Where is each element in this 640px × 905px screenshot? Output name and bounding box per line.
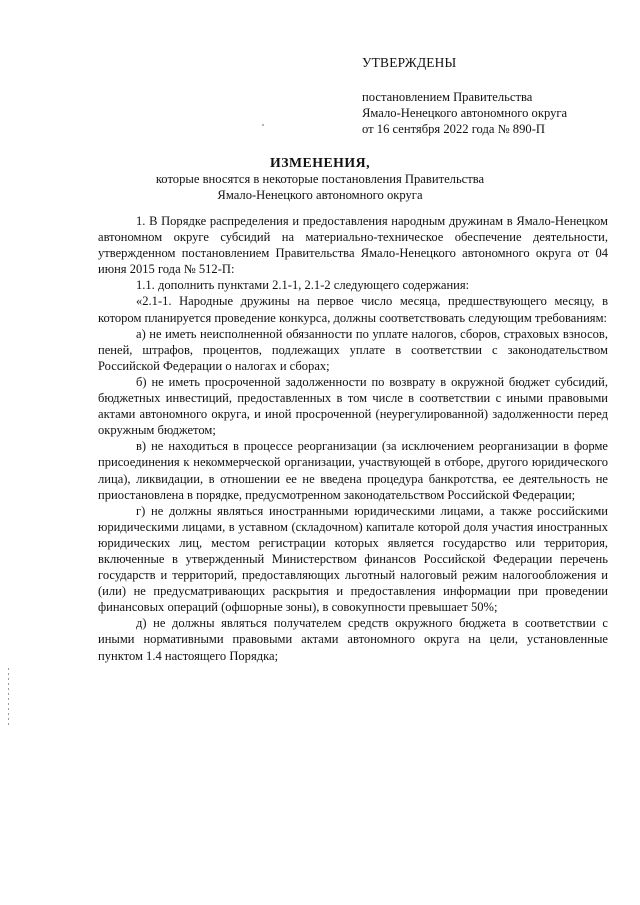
document-title-block bbox=[60, 155, 580, 203]
paragraph-1-1: 1.1. дополнить пунктами 2.1-1, 2.1-2 следующего содержания: bbox=[136, 278, 470, 293]
paragraph-item-a: а) не иметь неисполненной обязанности по уплате налогов, сборов, страховых взносов, пеней, штрафов, процентов, подлежащих уплате в соответствии с законодательством Российской Федерации о налогах и сборах; bbox=[98, 326, 608, 373]
paragraph-1: 1. В Порядке распределения и предоставления народным дружинам в Ямало-Ненецком автономном округе субсидий на материально-техническое обеспечение деятельности, утвержденном постановлением Правительства Ямало-Ненецкого автономного округа от 04 июня 2015 года № 512-П: bbox=[98, 214, 608, 277]
document-title: ИЗМЕНЕНИЯ, bbox=[269, 155, 371, 170]
scan-margin-mark bbox=[8, 668, 9, 728]
paragraph-item-b: б) не иметь просроченной задолженности по возврату в окружной бюджет субсидий, бюджетных инвестиций, предоставленных в том числе в соответствии с иными правовыми актами автономного округа, и иной просроченной (неурегулированной) задолженности перед окружным бюджетом; bbox=[98, 374, 608, 438]
document-subtitle-line-1: которые вносятся в некоторые постановления Правительства bbox=[155, 172, 485, 186]
approval-block bbox=[362, 55, 622, 137]
paragraph-item-g: г) не должны являться иностранными юридическими лицами, а также российскими юридическими лицами, в уставном (складочном) капитале которой доля участия иностранных юридических лиц, местом регистрации которых является государство или территория, включенные в утвержденный Министерством финансов Российской Федерации перечень государств и территорий, предоставляющих льготный налоговый режим налогообложения и (или) не предусматривающих раскрытия и предоставления информации при проведении финансовых операций (офшорные зоны), в совокупности превышает 50%; bbox=[98, 503, 608, 615]
paragraph-2-1-1: «2.1-1. Народные дружины на первое число месяца, предшествующего месяцу, в котором планируется проведение конкурса, должны соответствовать следующим требованиям: bbox=[98, 294, 608, 325]
document-subtitle-line-2: Ямало-Ненецкого автономного округа bbox=[217, 188, 423, 202]
approval-line-1: постановлением Правительства bbox=[362, 90, 533, 104]
approval-heading: УТВЕРЖДЕНЫ bbox=[362, 55, 457, 70]
paragraph-item-d: д) не должны являться получателем средств окружного бюджета в соответствии с иными нормативными правовыми актами автономного округа на цели, установленные пунктом 1.4 настоящего Порядка; bbox=[98, 616, 608, 663]
approval-line-2: Ямало-Ненецкого автономного округа bbox=[362, 106, 568, 120]
paragraph-item-v: в) не находиться в процессе реорганизации (за исключением реорганизации в форме присоединения к некоммерческой организации, участвующей в отборе, другого юридического лица), ликвидации, в отношении ее не введена процедура банкротства, ее деятельность не приостановлена в порядке, предусмотренном законодательством Российской Федерации; bbox=[98, 439, 608, 502]
document-body bbox=[98, 213, 608, 664]
approval-line-3: от 16 сентября 2022 года № 890-П bbox=[362, 122, 545, 136]
scan-speck bbox=[262, 124, 264, 126]
